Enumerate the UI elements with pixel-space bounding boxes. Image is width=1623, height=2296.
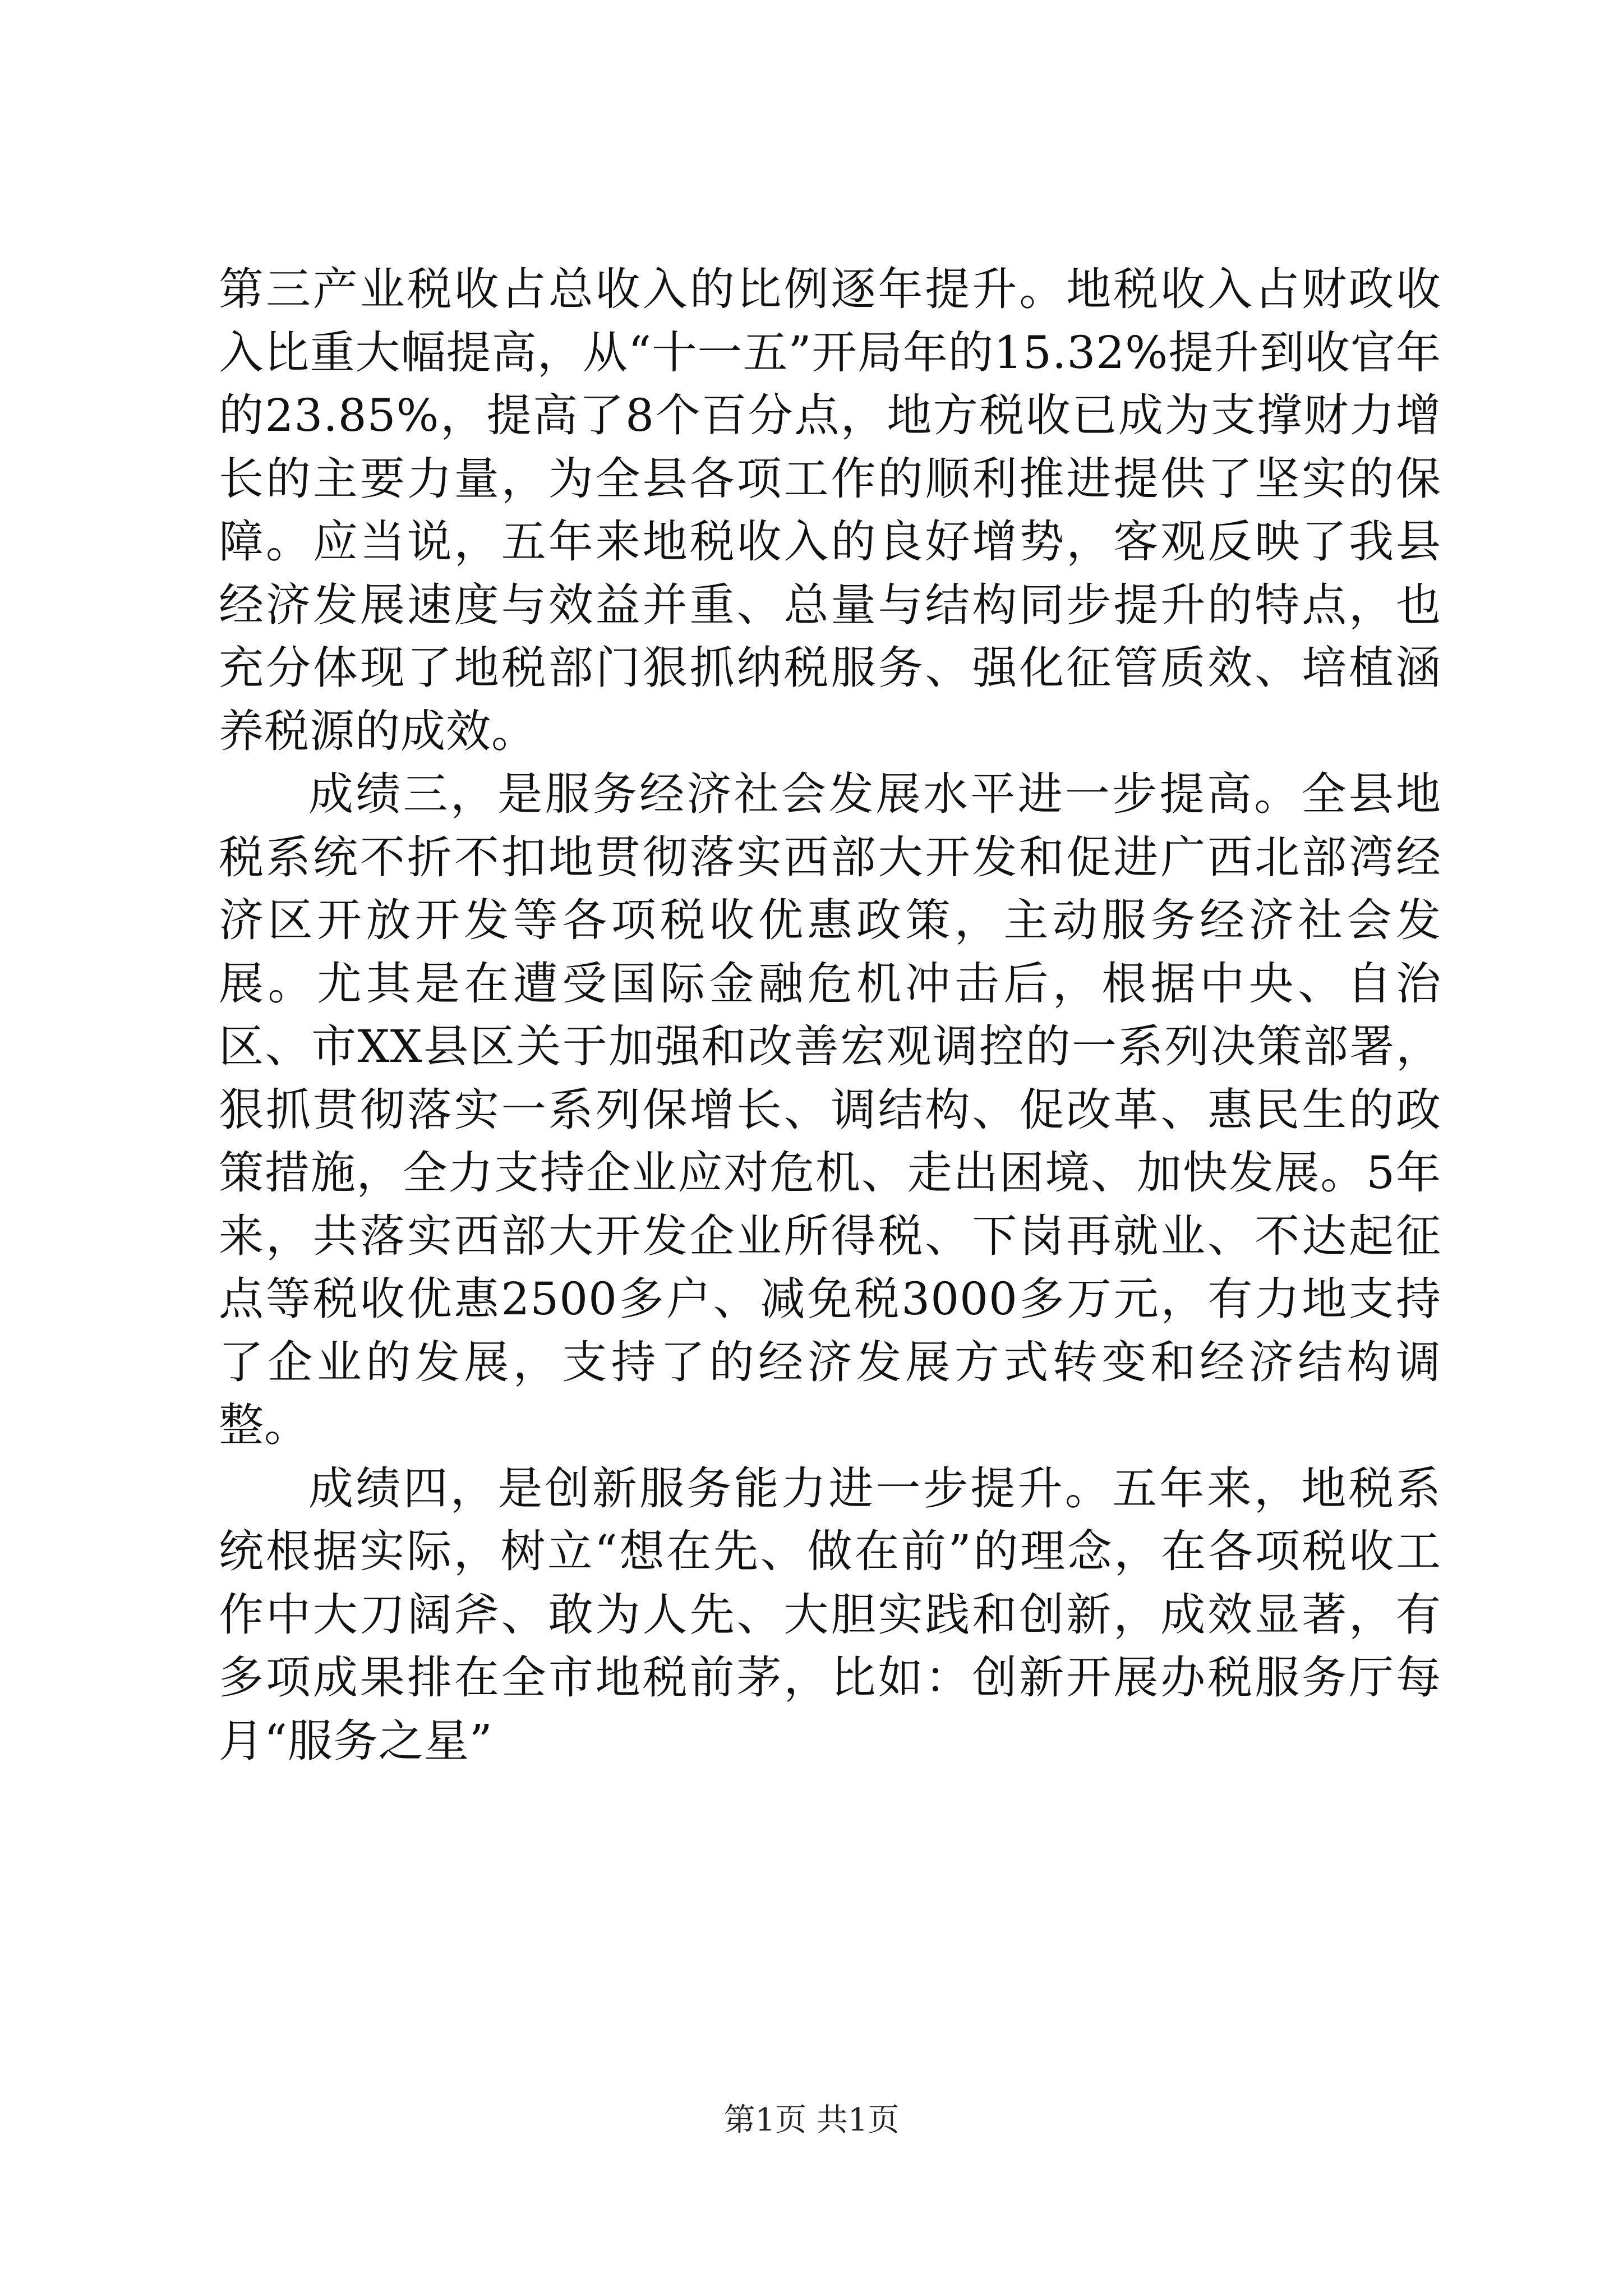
page-footer: 第1页 共1页 bbox=[723, 2102, 900, 2138]
paragraph-1: 第三产业税收占总收入的比例逐年提升。地税收入占财政收入比重大幅提高，从“十一五”开局年的15.32%提升到收官年的23.85%，提高了8个百分点，地方税收已成为支撑财力增长的主要力量，为全县各项工作的顺利推进提供了坚实的保障。应当说，五年来地税收入的良好增势，客观反映了我县经济发展速度与效益并重、总量与结构同步提升的特点，也充分体现了地税部门狠抓纳税服务、强化征管质效、培植涵养税源的成效。 bbox=[219, 263, 1441, 757]
paragraph-3: 成绩四，是创新服务能力进一步提升。五年来，地税系统根据实际，树立“想在先、做在前”的理念，在各项税收工作中大刀阔斧、敢为人先、大胆实践和创新，成效显著，有多项成果排在全市地税前茅，比如：创新开展办税服务厅每月“服务之星” bbox=[219, 1462, 1441, 1767]
paragraph-2: 成绩三，是服务经济社会发展水平进一步提高。全县地税系统不折不扣地贯彻落实西部大开发和促进广西北部湾经济区开放开发等各项税收优惠政策，主动服务经济社会发展。尤其是在遭受国际金融危机冲击后，根据中央、自治区、市XX县区关于加强和改善宏观调控的一系列决策部署，狠抓贯彻落实一系列保增长、调结构、促改革、惠民生的政策措施，全力支持企业应对危机、走出困境、加快发展。5年来，共落实西部大开发企业所得税、下岗再就业、不达起征点等税收优惠2500多户、减免税3000多万元，有力地支持了企业的发展，支持了的经济发展方式转变和经济结构调整。 bbox=[219, 768, 1441, 1451]
document-body bbox=[219, 258, 1441, 1773]
